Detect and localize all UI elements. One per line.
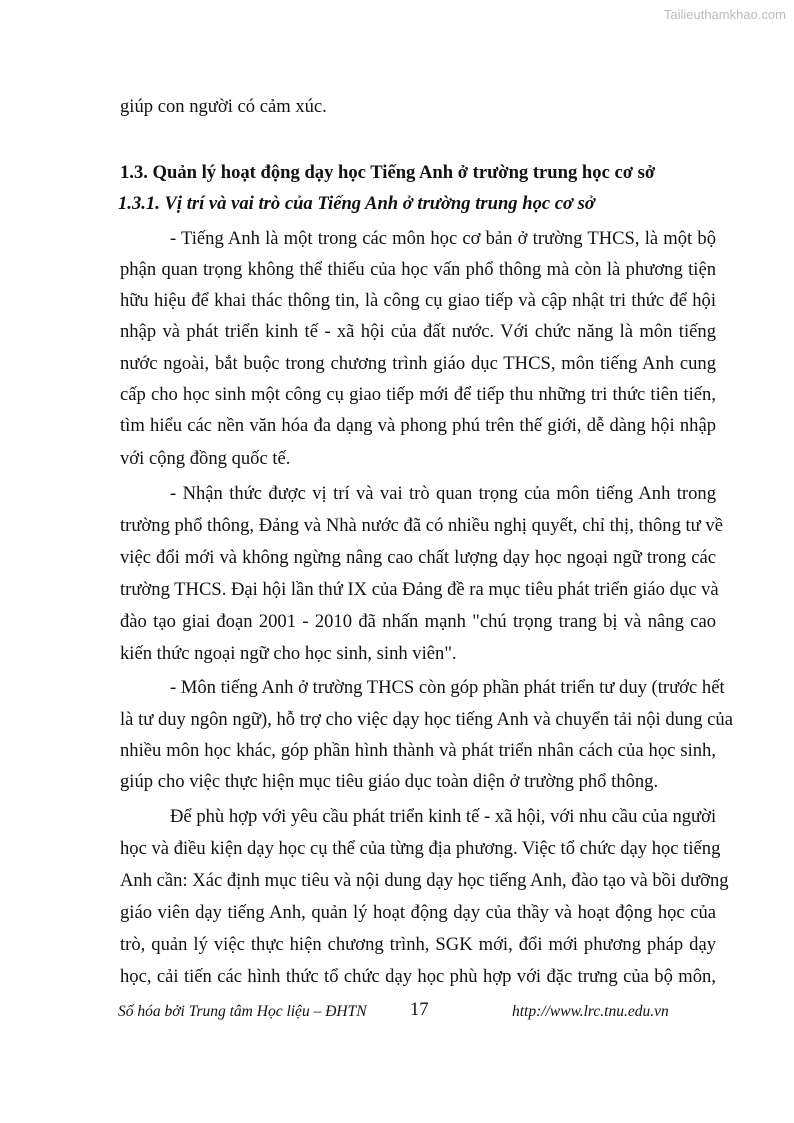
paragraph-line: hữu hiệu để khai thác thông tin, là công cụ giao tiếp và cập nhật tri thức để hội (120, 290, 716, 311)
paragraph-line: phận quan trọng không thể thiếu của học vấn phổ thông mà còn là phương tiện (120, 259, 716, 280)
paragraph-line: giúp cho việc thực hiện mục tiêu giáo dục toàn diện ở trường phổ thông. (120, 771, 659, 792)
footer-source: Số hóa bởi Trung tâm Học liệu – ĐHTN (118, 1003, 367, 1020)
paragraph-line: trường phổ thông, Đảng và Nhà nước đã có nhiều nghị quyết, chỉ thị, thông tư về (120, 515, 723, 536)
paragraph-line: - Môn tiếng Anh ở trường THCS còn góp phần phát triển tư duy (trước hết (170, 677, 725, 698)
paragraph-line: - Tiếng Anh là một trong các môn học cơ bản ở trường THCS, là một bộ (170, 228, 716, 249)
paragraph-line: nước ngoài, bắt buộc trong chương trình giáo dục THCS, môn tiếng Anh cung (120, 353, 716, 374)
paragraph-line: kiến thức ngoại ngữ cho học sinh, sinh viên". (120, 643, 457, 664)
paragraph-line: - Nhận thức được vị trí và vai trò quan trọng của môn tiếng Anh trong (170, 483, 716, 504)
paragraph-line: nhập và phát triển kinh tế - xã hội của đất nước. Với chức năng là môn tiếng (120, 321, 716, 342)
paragraph-line: việc đổi mới và không ngừng nâng cao chất lượng dạy học ngoại ngữ trong các (120, 547, 716, 568)
paragraph-line: với cộng đồng quốc tế. (120, 448, 291, 469)
paragraph-line: học và điều kiện dạy học cụ thể của từng địa phương. Việc tổ chức dạy học tiếng (120, 838, 721, 859)
section-heading: 1.3. Quản lý hoạt động dạy học Tiếng Anh ở trường trung học cơ sở (120, 162, 656, 183)
subsection-heading: 1.3.1. Vị trí và vai trò của Tiếng Anh ở trường trung học cơ sở (118, 193, 595, 214)
paragraph-line: trò, quản lý việc thực hiện chương trình, SGK mới, đổi mới phương pháp dạy (120, 934, 716, 955)
paragraph-line: học, cải tiến các hình thức tổ chức dạy học phù hợp với đặc trưng của bộ môn, (120, 966, 716, 987)
paragraph-line: Anh cần: Xác định mục tiêu và nội dung dạy học tiếng Anh, đào tạo và bồi dưỡng (120, 870, 729, 891)
paragraph-line: là tư duy ngôn ngữ), hỗ trợ cho việc dạy học tiếng Anh và chuyển tải nội dung của (120, 709, 733, 730)
footer-url[interactable]: http://www.lrc.tnu.edu.vn (512, 1003, 669, 1020)
paragraph-line: Để phù hợp với yêu cầu phát triển kinh tế - xã hội, với nhu cầu của người (170, 806, 717, 827)
paragraph-line: đào tạo giai đoạn 2001 - 2010 đã nhấn mạnh "chú trọng trang bị và nâng cao (120, 611, 716, 632)
paragraph-line: tìm hiểu các nền văn hóa đa dạng và phong phú trên thế giới, dễ dàng hội nhập (120, 415, 716, 436)
paragraph-line: trường THCS. Đại hội lần thứ IX của Đảng đề ra mục tiêu phát triển giáo dục và (120, 579, 719, 600)
watermark: Tailieuthamkhao.com (663, 7, 786, 22)
paragraph-line: cấp cho học sinh một công cụ giao tiếp mới để tiếp thu những tri thức tiên tiến, (120, 384, 716, 405)
top-line: giúp con người có cảm xúc. (120, 96, 327, 117)
paragraph-line: nhiều môn học khác, góp phần hình thành và phát triển nhân cách của học sinh, (120, 740, 716, 761)
page-number: 17 (410, 999, 429, 1020)
paragraph-line: giáo viên dạy tiếng Anh, quản lý hoạt động dạy của thầy và hoạt động học của (120, 902, 716, 923)
